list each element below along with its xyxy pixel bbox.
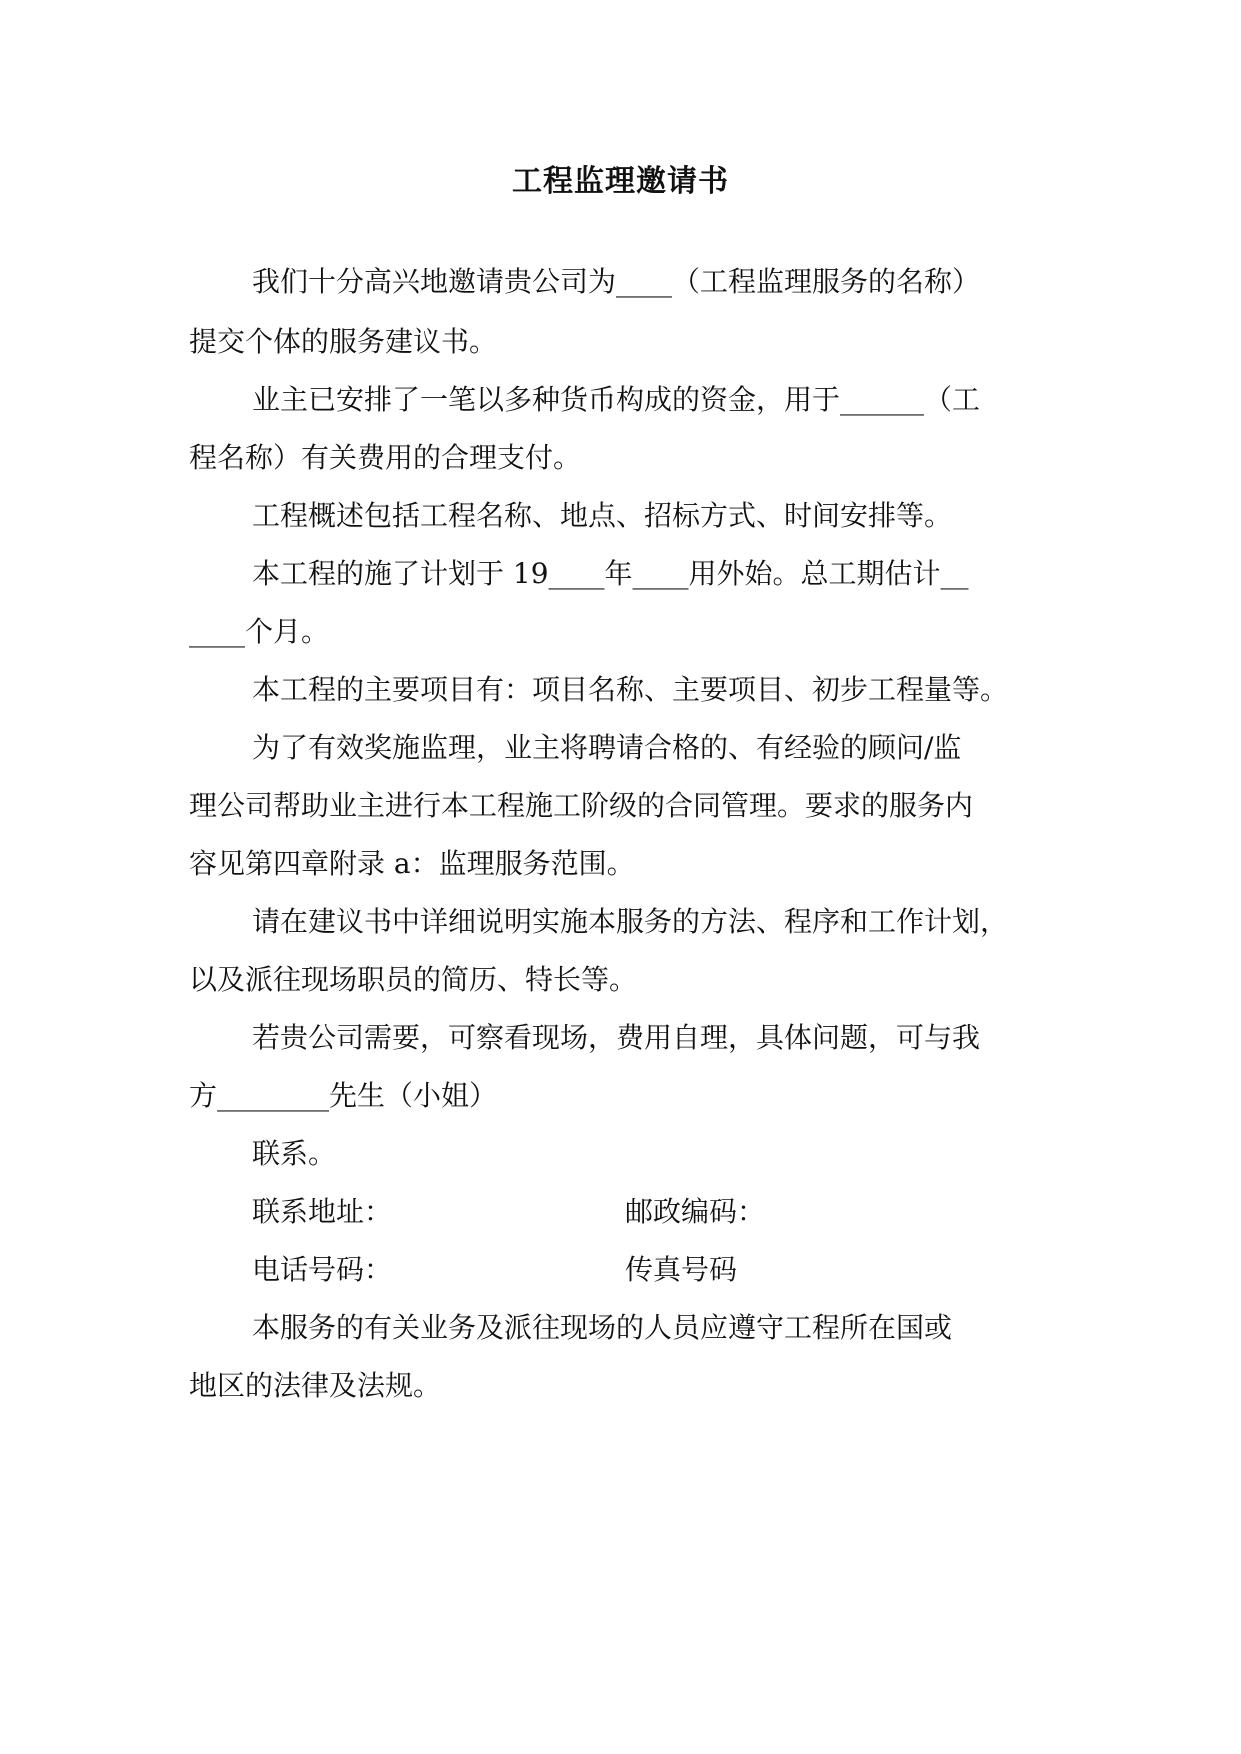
paragraph-line: 本服务的有关业务及派往现场的人员应遵守工程所在国或	[252, 1311, 953, 1344]
contact-postcode-label: 邮政编码：	[625, 1195, 766, 1228]
paragraph-line: 提交个体的服务建议书。	[189, 325, 498, 358]
document-title: 工程监理邀请书	[512, 164, 729, 199]
paragraph-line: 我们十分高兴地邀请贵公司为____（工程监理服务的名称）	[252, 265, 981, 298]
paragraph-line: 方________先生（小姐）	[189, 1079, 498, 1112]
paragraph-line: 地区的法律及法规。	[189, 1369, 442, 1402]
paragraph-line: 请在建议书中详细说明实施本服务的方法、程序和工作计划，	[252, 905, 1009, 938]
paragraph-line: 程名称）有关费用的合理支付。	[189, 441, 582, 474]
contact-fax-label: 传真号码	[625, 1253, 738, 1286]
paragraph-line: 业主已安排了一笔以多种货币构成的资金，用于______（工	[252, 383, 981, 416]
paragraph-line: 若贵公司需要，可察看现场，费用自理，具体问题，可与我	[252, 1021, 981, 1054]
paragraph-line: 联系。	[252, 1137, 337, 1170]
paragraph-line: 理公司帮助业主进行本工程施工阶级的合同管理。要求的服务内	[189, 789, 974, 822]
paragraph-line: 为了有效奖施监理，业主将聘请合格的、有经验的顾问/监	[252, 731, 962, 764]
paragraph-line: 本工程的主要项目有：项目名称、主要项目、初步工程量等。	[252, 673, 1009, 706]
paragraph-line: 工程概述包括工程名称、地点、招标方式、时间安排等。	[252, 499, 953, 532]
paragraph-line: ____个月。	[189, 615, 330, 648]
contact-phone-label: 电话号码：	[252, 1253, 393, 1286]
paragraph-line: 容见第四章附录 a：监理服务范围。	[189, 847, 635, 880]
contact-address-label: 联系地址：	[252, 1195, 393, 1228]
paragraph-line: 以及派往现场职员的简历、特长等。	[189, 963, 638, 996]
paragraph-line: 本工程的施了计划于 19____年____用外始。总工期估计__	[252, 557, 969, 590]
